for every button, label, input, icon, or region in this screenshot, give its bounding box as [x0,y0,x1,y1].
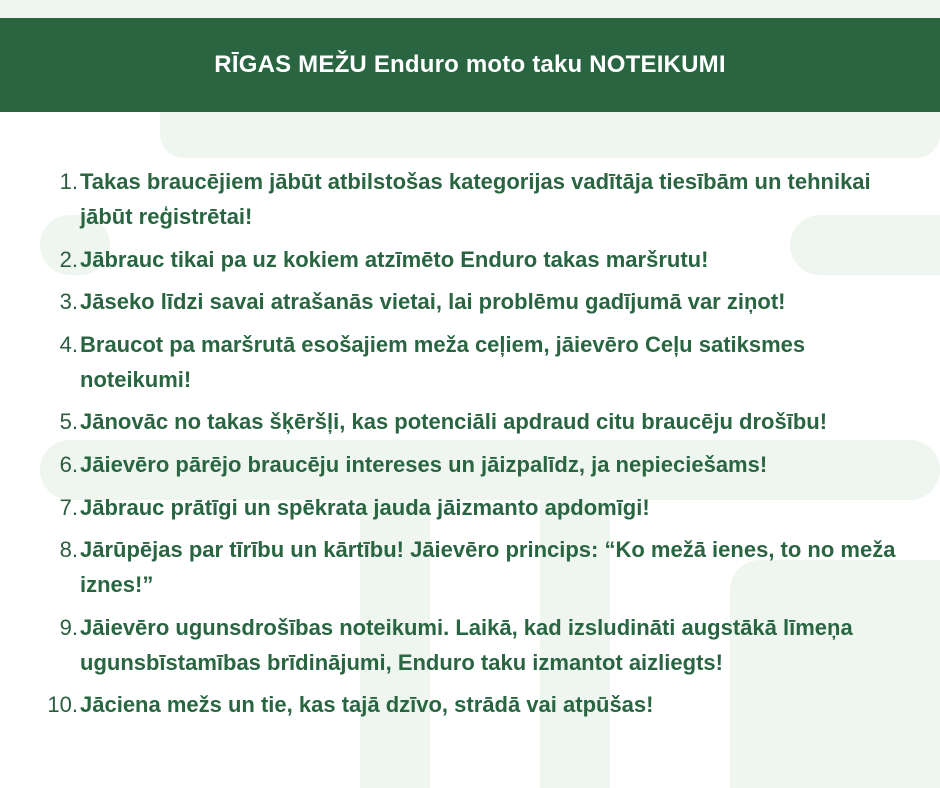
watermark-shape [0,0,940,18]
rule-number: 5. [59,409,78,435]
rule-text: Jāseko līdzi savai atrašanās vietai, lai problēmu gadījumā var ziņot! [80,289,786,315]
watermark-shape [160,112,940,158]
rule-number: 7. [59,494,78,520]
rule-text: Jāievēro pārējo braucēju intereses un jāizpalīdz, ja nepieciešams! [80,451,768,477]
rule-item [30,532,920,602]
rule-item [30,242,920,277]
rule-number: 6. [59,451,78,477]
rule-item [30,490,920,525]
rule-number: 8. [59,537,78,563]
rule-text: Jāievēro ugunsdrošības noteikumi. Laikā, kad izsludināti augstākā līmeņa ugunsbīstamības brīdinājumi, Enduro taku izmantot aizliegts! [80,614,853,675]
rule-text: Jārūpējas par tīrību un kārtību! Jāievēro princips: “Ko mežā ienes, to no meža iznes!” [80,537,896,598]
rule-text: Jāciena mežs un tie, kas tajā dzīvo, strādā vai atpūšas! [80,692,654,718]
rule-text: Braucot pa maršrutā esošajiem meža ceļiem, jāievēro Ceļu satiksmes noteikumi! [80,331,806,392]
rule-text: Takas braucējiem jābūt atbilstošas kategorijas vadītāja tiesībām un tehnikai jābūt reģistrētai! [80,169,871,229]
rule-item [30,610,920,680]
rule-number: 3. [59,289,78,315]
page-title: RĪGAS MEŽU Enduro moto taku NOTEIKUMI [214,51,726,78]
rule-number: 2. [59,246,78,272]
rule-number: 4. [59,331,78,357]
header-banner [0,18,940,112]
rule-item [30,404,920,439]
rule-number: 10. [47,692,78,718]
rule-item [30,447,920,482]
rule-text: Jābrauc prātīgi un spēkrata jauda jāizmanto apdomīgi! [80,494,650,520]
rule-item [30,284,920,319]
rule-text: Jānovāc no takas šķēršļi, kas potenciāli apdraud citu braucēju drošību! [80,409,828,435]
rule-number: 1. [59,169,78,194]
rules-list [30,164,920,730]
rule-item [30,327,920,397]
rule-number: 9. [59,614,78,640]
rule-item [30,164,920,234]
rule-item [30,687,920,722]
rule-text: Jābrauc tikai pa uz kokiem atzīmēto Enduro takas maršrutu! [80,246,709,272]
